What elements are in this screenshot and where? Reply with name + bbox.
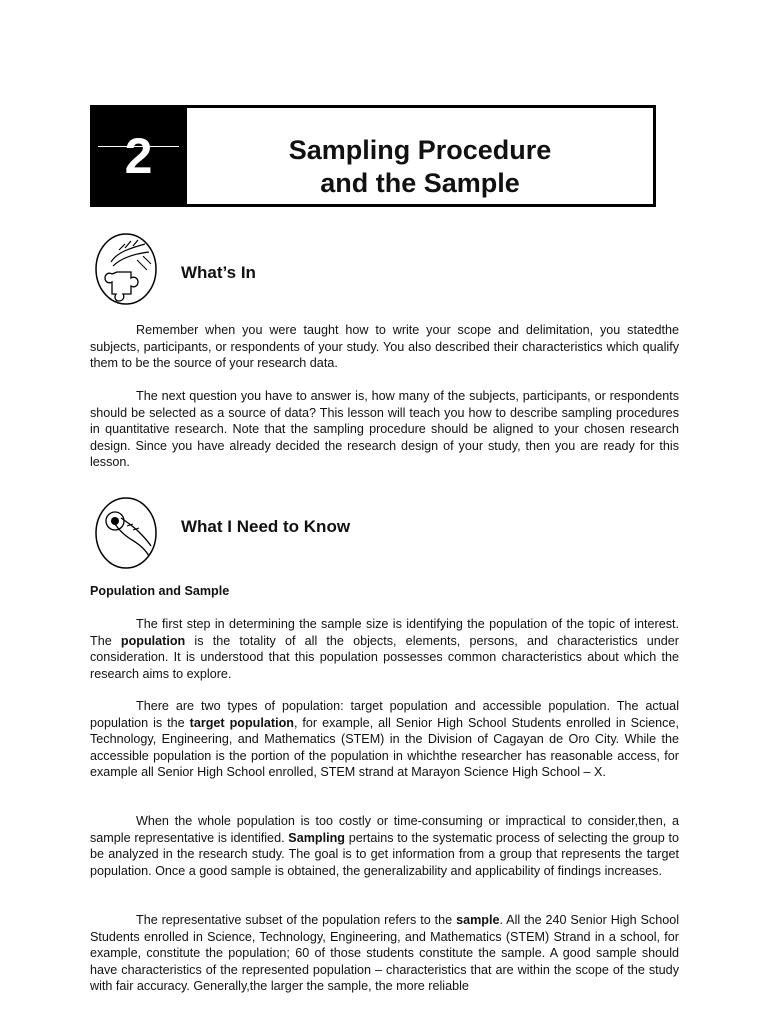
- paragraph-text: The representative subset of the population refers to the: [136, 913, 457, 927]
- term-sample: sample: [456, 913, 500, 927]
- paragraph-text: When the whole population is too costly or time-consuming or impractical to consider,then, a sample representative is identified.: [90, 814, 679, 845]
- paragraph-text: pertains to the systematic process of selecting the group to be analyzed in the research study. The goal is to get information from a group that represents the target population. Once a good sample is obtained, the generalizability and applicability of findings increases.: [90, 830, 680, 878]
- paragraph-text: is the totality of all the objects, elements, persons, and characteristics under consideration. It is understood that this population possesses common characteristics about which the research aims to explore.: [90, 633, 680, 681]
- chapter-title-line2: and the Sample: [320, 168, 520, 198]
- term-sampling: Sampling: [288, 830, 345, 845]
- paragraph-text: . All the 240 Senior High School Students enrolled in Science, Technology, Engineering, and Mathematics (STEM) Strand in a school, for example, constitute the population; 60 of those students constitute the sample. A good sample should have characteristics of the represented population – characteristics that are within the scope of the study with fair accuracy. Generally,the larger the sample, the more reliable: [90, 913, 680, 994]
- sample-paragraph: [90, 912, 679, 995]
- whats-in-heading: What’s In: [181, 263, 256, 282]
- population-and-sample-subheading: Population and Sample: [90, 584, 230, 598]
- finger-press-icon: [93, 496, 159, 570]
- target-population-paragraph: [90, 698, 679, 781]
- whats-in-paragraph-2: The next question you have to answer is, how many of the subjects, participants, or respondents should be selected as a source of data? This lesson will teach you how to describe sampling procedures in quantitative research. Note that the sampling procedure should be aligned to your chosen research design. Since you have already decided the research design of your study, then you are ready for this lesson.: [90, 389, 679, 470]
- whats-in-paragraph-1: Remember when you were taught how to write your scope and delimitation, you statedthe subjects, participants, or respondents of your study. You also described their characteristics which qualify them to be the source of your research data.: [90, 323, 679, 371]
- chapter-header: [90, 105, 656, 207]
- paragraph-text: The first step in determining the sample size is identifying the population of the topic of interest. The: [90, 617, 679, 648]
- chapter-title-line1: Sampling Procedure: [288, 135, 552, 165]
- chapter-number-box: [90, 105, 187, 207]
- paragraph-text: , for example, all Senior High School Students enrolled in Science, Technology, Engineering, and Mathematics (STEM) in the Division of Cagayan de Oro City. While the accessible population is the portion of the population in whichthe researcher has reasonable access, for example all Senior High School enrolled, STEM strand at Marayon Science High School – X.: [90, 715, 679, 780]
- paragraph-text: There are two types of population: target population and accessible population. The actual population is the: [90, 699, 679, 730]
- sampling-paragraph: [90, 813, 679, 879]
- population-paragraph: [90, 616, 679, 682]
- chapter-title: [187, 134, 653, 200]
- need-to-know-heading: What I Need to Know: [181, 517, 351, 536]
- puzzle-hand-icon: [93, 232, 159, 306]
- term-target-population: target population: [189, 715, 294, 730]
- term-population: population: [120, 633, 186, 648]
- chapter-number: 2: [124, 128, 153, 184]
